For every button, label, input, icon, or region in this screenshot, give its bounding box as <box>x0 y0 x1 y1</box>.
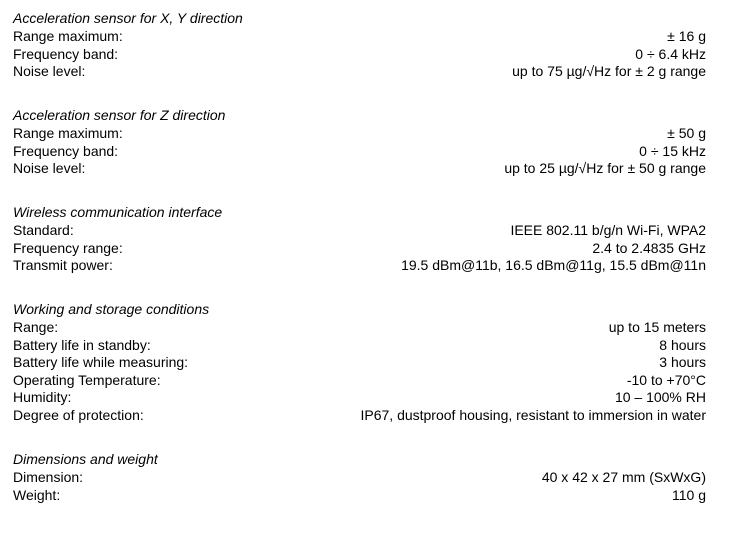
spec-label: Operating Temperature: <box>13 371 161 388</box>
spec-row-operating-temperature <box>13 372 706 390</box>
spec-label: Degree of protection: <box>13 406 144 423</box>
spec-value: -10 to +70°C <box>626 371 706 388</box>
spec-row-weight <box>13 487 706 505</box>
section-working-conditions <box>13 299 706 424</box>
spec-row-frequency-band <box>13 46 706 64</box>
spec-row-battery-measuring <box>13 354 706 372</box>
spec-row-noise-level <box>13 160 706 178</box>
section-title: Wireless communication interface <box>13 204 223 220</box>
spec-label: Battery life while measuring: <box>13 354 189 370</box>
spec-value: 40 x 42 x 27 mm (SxWxG) <box>541 469 706 485</box>
spec-row-standard <box>13 222 706 240</box>
spec-value: ± 50 g <box>667 125 706 141</box>
spec-label: Range: <box>13 319 59 335</box>
spec-label: Standard: <box>13 222 74 238</box>
spec-row-dimension <box>13 469 706 487</box>
spec-value: up to 75 µg/√Hz for ± 2 g range <box>512 63 706 79</box>
spec-value: up to 15 meters <box>608 319 706 335</box>
spec-row-degree-of-protection <box>13 407 706 425</box>
spec-row-humidity <box>13 389 706 407</box>
spec-value: 0 ÷ 15 kHz <box>639 142 706 159</box>
spec-row-noise-level <box>13 63 706 81</box>
spec-row-range-maximum <box>13 28 706 46</box>
section-dimensions-weight <box>13 449 706 504</box>
spec-label: Frequency range: <box>13 239 123 256</box>
spec-value: 10 – 100% RH <box>614 389 706 405</box>
spec-label: Noise level: <box>13 63 86 79</box>
section-title: Acceleration sensor for X, Y direction <box>13 10 243 26</box>
section-z-acceleration <box>13 105 706 178</box>
spec-value: IP67, dustproof housing, resistant to immersion in water <box>360 406 706 423</box>
spec-label: Weight: <box>13 486 61 503</box>
section-wireless-interface <box>13 202 706 275</box>
spec-label: Dimension: <box>13 469 84 485</box>
spec-value: IEEE 802.11 b/g/n Wi-Fi, WPA2 <box>510 222 706 238</box>
spec-label: Noise level: <box>13 160 86 176</box>
spec-label: Range maximum: <box>13 28 123 44</box>
spec-label: Range maximum: <box>13 125 123 141</box>
spec-value: 3 hours <box>659 354 706 370</box>
spec-value: 8 hours <box>659 336 706 353</box>
spec-row-frequency-range <box>13 240 706 258</box>
section-title: Working and storage conditions <box>13 301 210 317</box>
spec-label: Frequency band: <box>13 142 119 159</box>
spec-value: 110 g <box>672 486 706 503</box>
spec-row-battery-standby <box>13 337 706 355</box>
spec-value: 2.4 to 2.4835 GHz <box>592 239 706 256</box>
spec-label: Battery life in standby: <box>13 336 151 353</box>
spec-value: ± 16 g <box>667 28 706 44</box>
section-title: Acceleration sensor for Z direction <box>13 107 226 123</box>
spec-label: Transmit power: <box>13 257 113 273</box>
spec-value: up to 25 µg/√Hz for ± 50 g range <box>504 160 706 176</box>
spec-value: 0 ÷ 6.4 kHz <box>635 45 706 62</box>
spec-row-frequency-band <box>13 143 706 161</box>
spec-label: Frequency band: <box>13 45 119 62</box>
spec-value: 19.5 dBm@11b, 16.5 dBm@11g, 15.5 dBm@11n <box>401 257 706 273</box>
spec-row-range <box>13 319 706 337</box>
section-title: Dimensions and weight <box>13 451 158 467</box>
spec-row-transmit-power <box>13 257 706 275</box>
section-xy-acceleration <box>13 8 706 81</box>
spec-label: Humidity: <box>13 389 72 405</box>
spec-row-range-maximum <box>13 125 706 143</box>
